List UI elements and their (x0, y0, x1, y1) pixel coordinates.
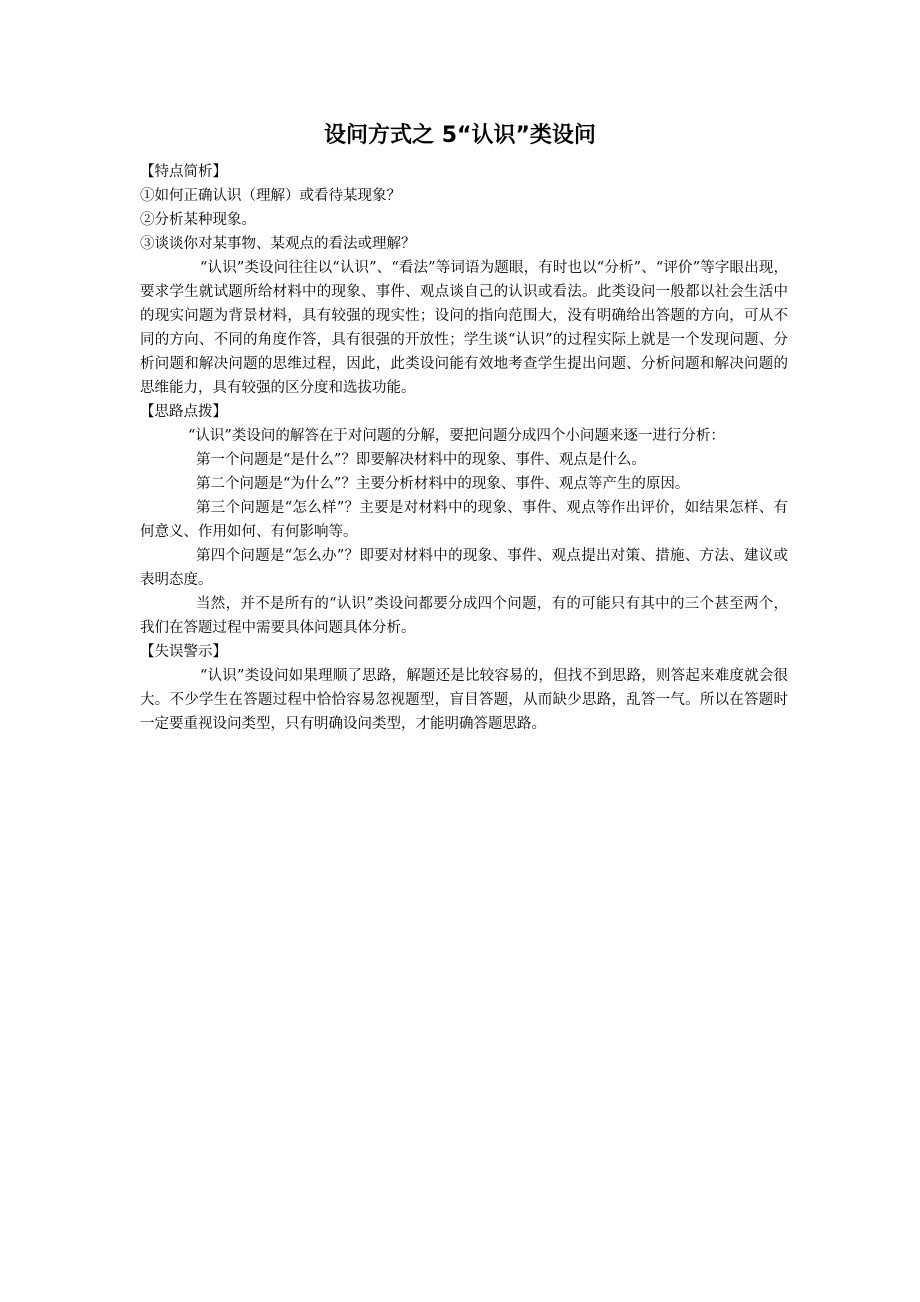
question-1: 第一个问题是“是什么”？即要解决材料中的现象、事件、观点是什么。 (196, 452, 646, 468)
section-heading-warnings: 【失误警示】 (140, 644, 227, 660)
question-3: 第三个问题是“怎么样”？主要是对材料中的现象、事件、观点等作出评价，如结果怎样、有何意义、作用如何、有何影响等。 (140, 500, 788, 540)
question-4: 第四个问题是“怎么办”？即要对材料中的现象、事件、观点提出对策、措施、方法、建议或表明态度。 (140, 548, 788, 588)
features-paragraph: “认识”类设问往往以“认识”、“看法”等词语为题眼，有时也以“分析”、“评价”等字眼出现，要求学生就试题所给材料中的现象、事件、观点谈自己的认识或看法。此类设问一般都以社会生活中的现实问题为背景材料，具有较强的现实性；设问的指向范围大，没有明确给出答题的方向，可从不同的方向、不同的角度作答，具有很强的开放性；学生谈“认识”的过程实际上就是一个发现问题、分析问题和解决问题的思维过程，因此，此类设问能有效地考查学生提出问题、分析问题和解决问题的思维能力，具有较强的区分度和选拔功能。 (140, 260, 788, 396)
warnings-paragraph: “认识”类设问如果理顺了思路，解题还是比较容易的，但找不到思路，则答起来难度就会很大。不少学生在答题过程中恰恰容易忽视题型，盲目答题，从而缺少思路，乱答一气。所以在答题时一定要重视设问类型，只有明确设问类型，才能明确答题思路。 (140, 668, 788, 732)
feature-item-2: ②分析某种现象。 (140, 212, 256, 228)
approach-intro: “认识”类设问的解答在于对问题的分解，要把问题分成四个小问题来逐一进行分析： (188, 428, 725, 444)
feature-item-3: ③谈谈你对某事物、某观点的看法或理解？ (140, 236, 416, 252)
section-heading-features: 【特点简析】 (140, 164, 227, 180)
approach-note: 当然，并不是所有的“认识”类设问都要分成四个问题，有的可能只有其中的三个甚至两个，我们在答题过程中需要具体问题具体分析。 (140, 596, 788, 636)
section-heading-approach: 【思路点拨】 (140, 404, 227, 420)
document-title: 设问方式之 5“认识”类设问 (324, 123, 596, 148)
question-2: 第二个问题是“为什么”？主要分析材料中的现象、事件、观点等产生的原因。 (196, 476, 690, 492)
feature-item-1: ①如何正确认识（理解）或看待某现象？ (140, 188, 401, 204)
document-body (140, 160, 788, 736)
